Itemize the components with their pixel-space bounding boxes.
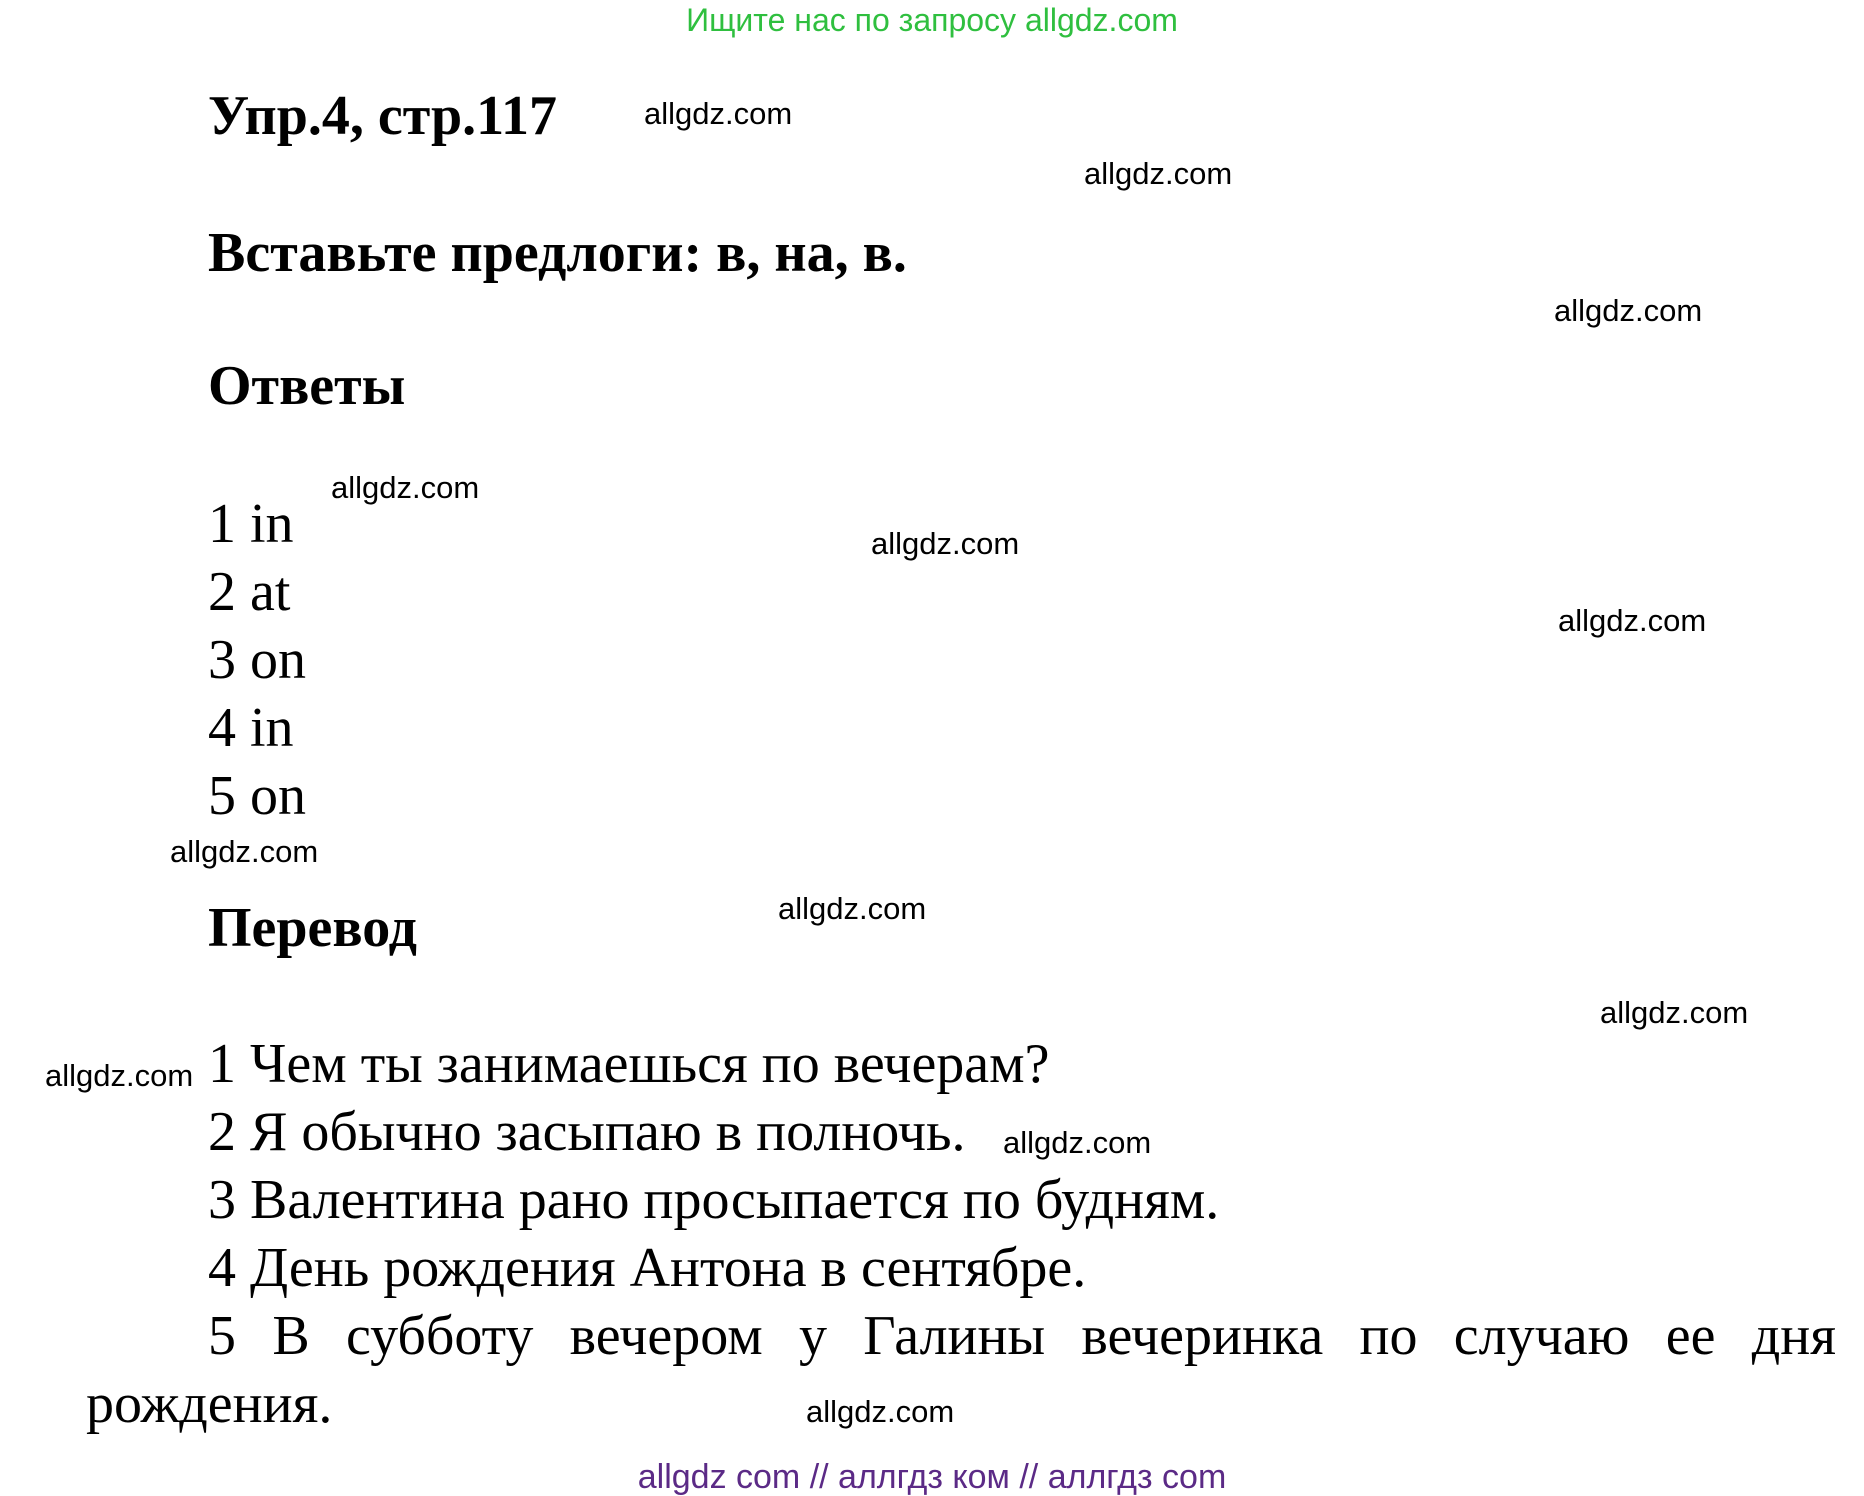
watermark: allgdz.com <box>1003 1125 1152 1160</box>
watermark: allgdz.com <box>806 1394 955 1429</box>
translation-item-5-text: 5 В субботу вечером у Галины вечеринка по случаю ее дня рождения. <box>86 1305 1836 1435</box>
translation-item-5 <box>86 1302 1836 1438</box>
translation-item-2: 2 Я обычно засыпаю в полночь. <box>208 1101 966 1163</box>
watermark: allgdz.com <box>45 1058 194 1093</box>
answer-item-3: 3 on <box>208 629 306 691</box>
answer-item-2: 2 at <box>208 561 291 623</box>
translation-item-4: 4 День рождения Антона в сентябре. <box>208 1237 1087 1299</box>
watermark: allgdz.com <box>1554 293 1703 328</box>
translation-item-1: 1 Чем ты занимаешься по вечерам? <box>208 1033 1050 1095</box>
watermark: allgdz.com <box>644 96 793 131</box>
answer-item-4: 4 in <box>208 697 294 759</box>
watermark: allgdz.com <box>1600 995 1749 1030</box>
watermark: allgdz.com <box>1084 156 1233 191</box>
answer-item-1: 1 in <box>208 493 294 555</box>
answers-heading: Ответы <box>208 355 406 417</box>
watermark: allgdz.com <box>1558 603 1707 638</box>
translation-item-3: 3 Валентина рано просыпается по будням. <box>208 1169 1220 1231</box>
exercise-title: Упр.4, стр.117 <box>208 85 558 147</box>
answer-item-5: 5 on <box>208 765 306 827</box>
watermark: allgdz.com <box>871 526 1020 561</box>
watermark: allgdz.com <box>778 891 927 926</box>
translation-heading: Перевод <box>208 897 417 959</box>
footer-watermark[interactable]: allgdz com // аллгдз ком // аллгдз com <box>637 1458 1227 1496</box>
task-instruction: Вставьте предлоги: в, на, в. <box>208 222 907 284</box>
answers-list <box>208 490 306 830</box>
watermark: allgdz.com <box>331 470 480 505</box>
watermark: allgdz.com <box>170 834 319 869</box>
top-banner[interactable]: Ищите нас по запросу allgdz.com <box>686 2 1178 38</box>
